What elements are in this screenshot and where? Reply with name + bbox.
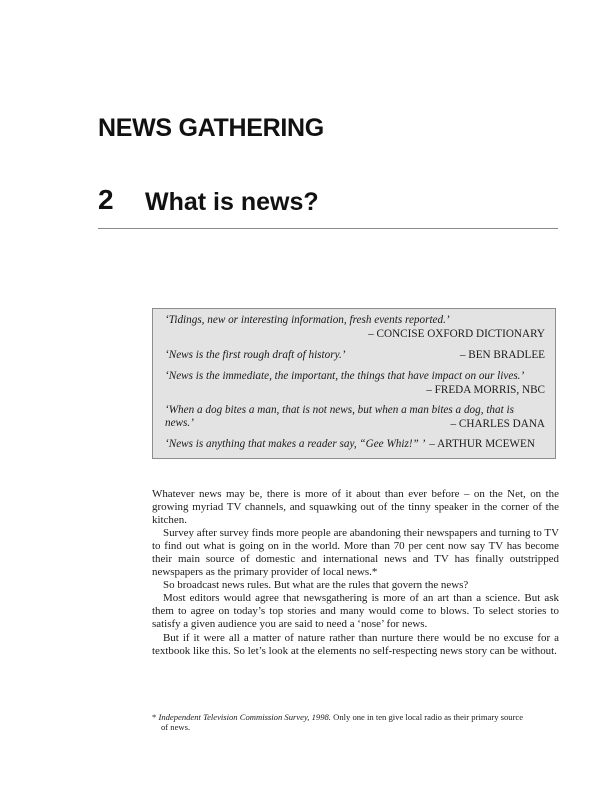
quote-item <box>165 314 545 342</box>
quote-text: ‘News is the first rough draft of history.’ <box>165 349 346 361</box>
chapter-heading <box>98 184 558 229</box>
footnote <box>152 712 559 733</box>
paragraph: But if it were all a matter of nature rather than nurture there would be no excuse for a textbook like this. So let’s look at the elements no self-respecting news story can be without. <box>152 631 559 657</box>
footnote-source: Independent Television Commission Survey, 1998. <box>158 712 331 722</box>
quote-attribution: – ARTHUR MCEWEN <box>429 438 535 450</box>
footnote-marker: * <box>152 712 157 722</box>
quote-attribution: – FREDA MORRIS, NBC <box>426 384 545 396</box>
chapter-title: What is news? <box>145 188 319 216</box>
quote-attribution: – CHARLES DANA <box>450 418 545 430</box>
quote-attribution: – CONCISE OXFORD DICTIONARY <box>368 328 545 340</box>
quote-text: ‘Tidings, new or interesting information, fresh events reported.’ <box>165 314 450 326</box>
quote-item <box>165 438 545 451</box>
quote-item <box>165 370 545 398</box>
paragraph: Survey after survey finds more people are abandoning their newspapers and turning to TV to find out what is going on in the world. More than 70 per cent now say TV has become their main source of domestic and international news and TV has finally outstripped newspapers as the primary provider of local news.* <box>152 527 559 579</box>
section-title: NEWS GATHERING <box>98 114 324 142</box>
quote-attribution: – BEN BRADLEE <box>459 349 545 361</box>
chapter-number: 2 <box>98 184 114 215</box>
body-text <box>152 488 559 658</box>
quote-text: ‘News is the immediate, the important, the things that have impact on our lives.’ <box>165 370 525 382</box>
paragraph: Whatever news may be, there is more of it about than ever before – on the Net, on the growing myriad TV channels, and squawking out of the tinny speaker in the corner of the kitchen. <box>152 488 559 527</box>
footnote-text: Only one in ten give local radio as their primary source <box>333 712 524 722</box>
quote-text: ‘When a dog bites a man, that is not news, but when a man bites a dog, that is news.’ <box>165 404 514 430</box>
quote-item <box>165 349 545 362</box>
paragraph: Most editors would agree that newsgathering is more of an art than a science. But ask them to agree on today’s top stories and many would come to blows. To select stories to satisfy a given audience you are said to need a ‘nose’ for news. <box>152 592 559 631</box>
paragraph: So broadcast news rules. But what are the rules that govern the news? <box>163 579 469 592</box>
epigraph-quote-box <box>152 308 556 459</box>
quote-item <box>165 404 545 432</box>
footnote-continuation: of news. <box>161 722 191 733</box>
quote-text: ‘News is anything that makes a reader say, “Gee Whiz!” ’ <box>165 438 426 450</box>
